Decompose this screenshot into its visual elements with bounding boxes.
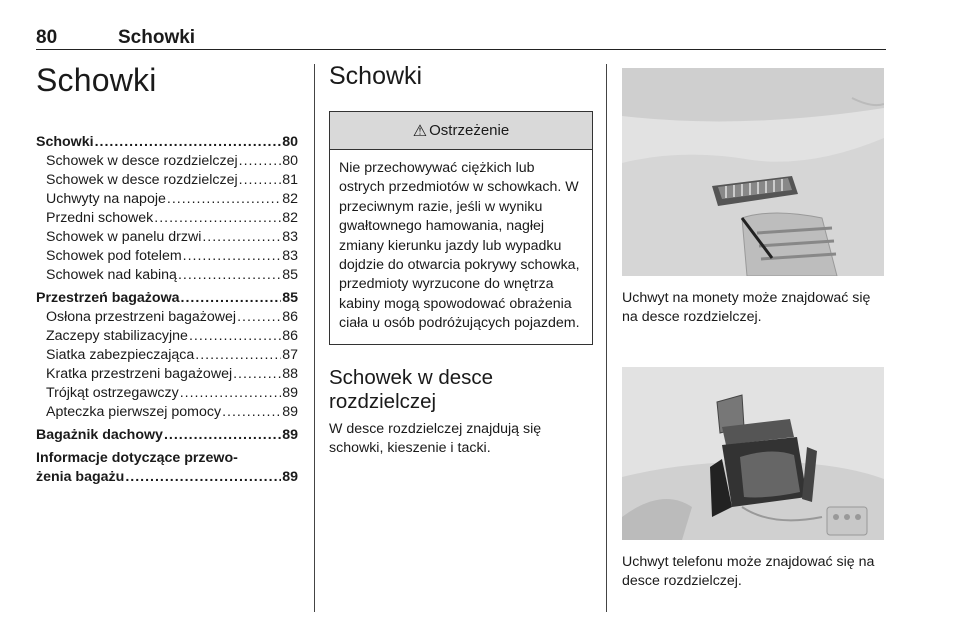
toc-subentry[interactable]: [36, 403, 298, 422]
body-paragraph: W desce rozdzielczej znajdują się schowki, kieszenie i tacki.: [329, 420, 542, 457]
toc-entry-text: Przestrzeń bagażowa: [36, 290, 180, 306]
toc-entry-page: 88: [282, 366, 298, 382]
content-column: [329, 62, 593, 458]
toc-entry-page: 89: [282, 427, 298, 443]
toc-leader-dots: [125, 468, 281, 487]
toc-entry-text: Schowek w desce rozdzielczej: [46, 172, 238, 188]
toc-leader-dots: [164, 426, 281, 445]
chapter-title: Schowki: [36, 62, 157, 98]
toc-leader-dots: [181, 289, 282, 308]
toc-entry-text: Schowek nad kabiną: [46, 267, 177, 283]
toc-entry-text: Siatka zabezpieczająca: [46, 347, 195, 363]
toc-section-entry[interactable]: [36, 133, 298, 152]
toc-entry-page: 87: [282, 347, 298, 363]
subsection-title: Schowek w desce rozdzielczej: [329, 365, 494, 413]
toc-leader-dots: [239, 171, 282, 190]
toc-entry-page: 89: [282, 469, 298, 485]
toc-leader-dots: [237, 308, 281, 327]
toc-subentry[interactable]: [36, 228, 298, 247]
toc-section-entry[interactable]: [36, 426, 298, 445]
toc-entry-text: Bagażnik dachowy: [36, 427, 163, 443]
toc-subentry[interactable]: [36, 266, 298, 285]
toc-entry-page: 80: [282, 134, 298, 150]
toc-leader-dots: [239, 152, 282, 171]
toc-column: [36, 62, 298, 487]
warning-title: Ostrzeżenie: [429, 122, 510, 139]
figure-column: [622, 68, 884, 592]
toc-entry-page: 81: [282, 172, 298, 188]
toc-entry-page: 83: [282, 229, 298, 245]
warning-header: [330, 112, 592, 150]
warning-triangle-icon: ⚠: [412, 122, 428, 140]
toc-leader-dots: [167, 190, 281, 209]
toc-leader-dots: [202, 228, 281, 247]
toc-subentry[interactable]: [36, 346, 298, 365]
toc-leader-dots: [154, 209, 281, 228]
toc-entry-text: Schowek pod fotelem: [46, 248, 182, 264]
toc-entry-page: 89: [282, 385, 298, 401]
toc-entry-text: Kratka przestrzeni bagażowej: [46, 366, 233, 382]
toc-leader-dots: [189, 327, 281, 346]
header-title: Schowki: [118, 27, 196, 48]
page-number: 80: [36, 27, 58, 48]
page-header: [36, 27, 886, 50]
toc-entry-page: 86: [282, 309, 298, 325]
toc-subentry[interactable]: [36, 308, 298, 327]
warning-text: Nie przechowywać ciężkich lub ostrych przedmiotów w schowkach. W przeciwnym razie, jeśli w wyniku gwałtownego hamowania, nagłej zmiany kierunku jazdy lub wypadku dojdzie do otwarcia pokrywy schowka, przedmioty wyrzucone do wnętrza kabiny mogą spowodować obrażenia ciała u osób podróżujących pojazdem.: [339, 160, 580, 332]
toc-subentry[interactable]: [36, 365, 298, 384]
toc-entry-text-line1: Informacje dotyczące przewo-: [36, 450, 238, 466]
toc-entry-page: 85: [282, 267, 298, 283]
toc-entry-page: 89: [282, 404, 298, 420]
toc-leader-dots: [178, 266, 281, 285]
toc-entry-page: 86: [282, 328, 298, 344]
column-divider: [606, 64, 607, 612]
toc-entry-page: 82: [282, 191, 298, 207]
toc-subentry[interactable]: [36, 190, 298, 209]
toc-entry-multiline[interactable]: [36, 449, 298, 487]
figure-caption: Uchwyt telefonu może znajdować się na desce rozdzielczej.: [622, 553, 875, 590]
toc-subentry[interactable]: [36, 171, 298, 190]
toc-entry-text: Schowki: [36, 134, 94, 150]
toc-entry-text: Zaczepy stabilizacyjne: [46, 328, 188, 344]
toc-entry-page: 83: [282, 248, 298, 264]
toc-leader-dots: [195, 346, 281, 365]
toc-leader-dots: [183, 247, 282, 266]
toc-entry-text: Schowek w panelu drzwi: [46, 229, 202, 245]
toc-section-entry[interactable]: [36, 289, 298, 308]
coin-holder-illustration: [622, 68, 884, 276]
phone-holder-illustration: [622, 367, 884, 540]
column-divider: [314, 64, 315, 612]
toc-leader-dots: [180, 384, 282, 403]
toc-subentry[interactable]: [36, 247, 298, 266]
section-title: Schowki: [329, 62, 423, 90]
toc-entry-text: Trójkąt ostrzegawczy: [46, 385, 179, 401]
warning-box: [329, 111, 593, 345]
toc-entry-text: Schowek w desce rozdzielczej: [46, 153, 238, 169]
toc-leader-dots: [95, 133, 282, 152]
toc-entry-text: Uchwyty na napoje: [46, 191, 166, 207]
toc-entry-page: 80: [282, 153, 298, 169]
toc-entry-text: Apteczka pierwszej pomocy: [46, 404, 222, 420]
toc-subentry[interactable]: [36, 209, 298, 228]
toc-entry-text: Osłona przestrzeni bagażowej: [46, 309, 237, 325]
toc-subentry[interactable]: [36, 384, 298, 403]
toc-leader-dots: [222, 403, 281, 422]
toc-entry-page: 85: [282, 290, 298, 306]
table-of-contents: [36, 133, 298, 445]
toc-entry-text-line2: żenia bagażu: [36, 469, 125, 485]
toc-entry-text: Przedni schowek: [46, 210, 154, 226]
toc-leader-dots: [233, 365, 281, 384]
figure-caption: Uchwyt na monety może znajdować się na desce rozdzielczej.: [622, 290, 871, 326]
toc-entry-page: 82: [282, 210, 298, 226]
toc-subentry[interactable]: [36, 327, 298, 346]
toc-subentry[interactable]: [36, 152, 298, 171]
